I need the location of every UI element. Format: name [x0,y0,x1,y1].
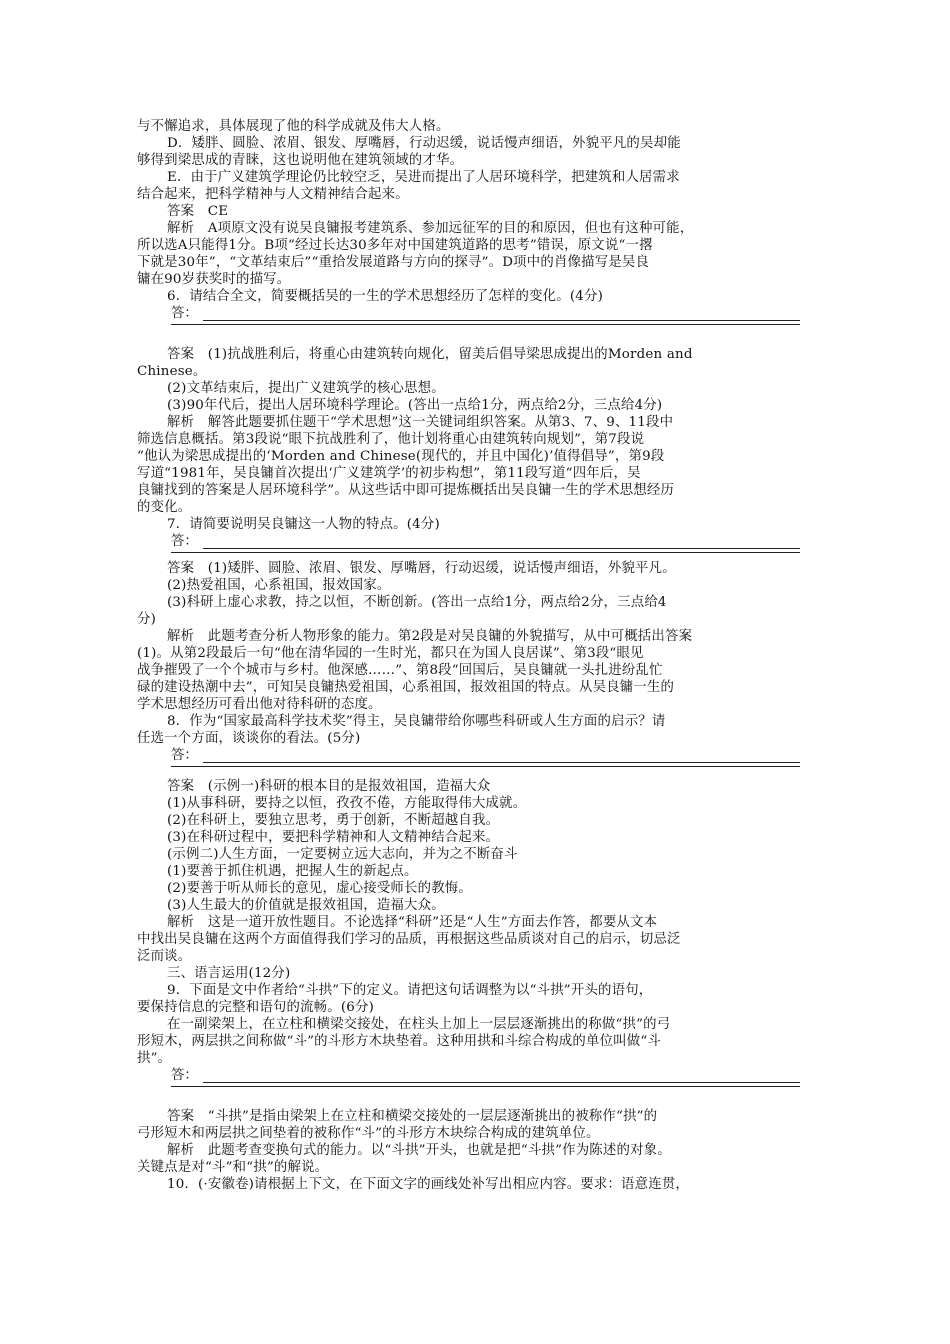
text-line: D．矮胖、圆脸、浓眉、银发、厚嘴唇，行动迟缓，说话慢声细语，外貌平凡的吴却能 [167,136,681,151]
answer-blank-q6[interactable] [137,305,814,322]
text-line: 10．(·安徽卷)请根据上下文，在下面文字的画线处补写出相应内容。要求：语意连贯， [167,1177,690,1192]
text-line: 三、语言运用(12分) [167,966,291,981]
text-line: (3)在科研过程中，要把科学精神和人文精神结合起来。 [167,830,500,845]
text-line: 在一副梁架上，在立柱和横梁交接处，在柱头上加上一层层逐渐挑出的称做“拱”的弓 [167,1017,671,1032]
document-page [137,118,814,1193]
text-line: 泛而谈。 [137,949,192,964]
text-line: (1)从事科研，要持之以恒，孜孜不倦，方能取得伟大成就。 [167,796,527,811]
answer-blank-q7[interactable] [137,533,814,550]
text-line: (2)热爱祖国，心系祖国，报效国家。 [167,578,391,593]
text-block-q7-answer [137,560,814,747]
answer-label: 答： [171,306,198,321]
text-line: 筛选信息概括。第3段说“眼下抗战胜利了，他计划将重心由建筑转向规划”，第7段说 [137,432,645,447]
answer-blank-q6-second[interactable] [137,322,814,332]
text-line: (示例二)人生方面，一定要树立远大志向，并为之不断奋斗 [167,847,518,862]
answer-underline [203,762,800,763]
text-line: (3)90年代后，提出人居环境科学理论。(答出一点给1分，两点给2分，三点给4分) [167,398,663,413]
text-line: 学术思想经历可看出他对待科研的态度。 [137,697,382,712]
answer-underline [171,324,800,325]
text-line: 镛在90岁获奖时的描写。 [137,272,291,287]
text-line: 答案 (1)抗战胜利后，将重心由建筑转向规化，留美后倡导梁思成提出的Morden and [167,347,693,362]
text-line: 良镛找到的答案是人居环境科学”。从这些话中即可提炼概括出吴良镛一生的学术思想经历 [137,483,675,498]
text-line: 中找出吴良镛在这两个方面值得我们学习的品质，再根据这些品质谈对自己的启示，切忌泛 [137,932,681,947]
answer-underline [171,766,800,767]
text-line: 6．请结合全文，简要概括吴的一生的学术思想经历了怎样的变化。(4分) [167,289,604,304]
text-line: 下就是30年”，“文革结束后”“重拾发展道路与方向的探寻”。D项中的肖像描写是吴良 [137,255,650,270]
text-block-q9-answer [137,1108,814,1193]
answer-underline [171,1086,800,1087]
text-line: 够得到梁思成的青睐，这也说明他在建筑领域的才华。 [137,153,464,168]
answer-blank-q9-second[interactable] [137,1084,814,1094]
text-line: 答案 CE [167,204,229,219]
text-line: (1)要善于抓住机遇，把握人生的新起点。 [167,864,418,879]
text-line: (2)文革结束后，提出广义建筑学的核心思想。 [167,381,445,396]
answer-blank-q9[interactable] [137,1067,814,1084]
answer-blank-q8-second[interactable] [137,764,814,774]
text-line: (3)科研上虚心求教，持之以恒，不断创新。(答出一点给1分，两点给2分，三点给4 [167,595,667,610]
text-line: 战争摧毁了一个个城市与乡村。他深感……”、第8段“回国后，吴良镛就一头扎进纷乱忙 [137,663,663,678]
answer-label: 答： [171,748,198,763]
text-line: 答案 “斗拱”是指由梁架上在立柱和横梁交接处的一层层逐渐挑出的被称作“拱”的 [167,1109,658,1124]
text-line: 解析 此题考查变换句式的能力。以“斗拱”开头，也就是把“斗拱”作为陈述的对象。 [167,1143,671,1158]
text-line: 任选一个方面，谈谈你的看法。(5分) [137,731,361,746]
text-line: 要保持信息的完整和语句的流畅。(6分) [137,1000,375,1015]
text-line: (2)要善于听从师长的意见，虚心接受师长的教悔。 [167,881,472,896]
text-line: 结合起来，把科学精神与人文精神结合起来。 [137,187,409,202]
text-line: 关键点是对“斗”和“拱”的解说。 [137,1160,329,1175]
text-line: 写道“1981年，吴良镛首次提出‘广义建筑学’的初步构想”，第11段写道“四年后，吴 [137,466,641,481]
text-line: 解析 此题考查分析人物形象的能力。第2段是对吴良镛的外貌描写，从中可概括出答案 [167,629,693,644]
text-block-options [137,118,814,305]
text-line: 8．作为“国家最高科学技术奖”得主，吴良镛带给你哪些科研或人生方面的启示？请 [167,714,666,729]
text-line: 分) [137,612,157,627]
text-line: 解析 解答此题要抓住题干“学术思想”这一关键词组织答案。从第3、7、9、11段中 [167,415,674,430]
text-line: 答案 (1)矮胖、圆脸、浓眉、银发、厚嘴唇，行动迟缓，说话慢声细语，外貌平凡。 [167,561,676,576]
answer-blank-q7-second[interactable] [137,550,814,560]
text-line: 拱”。 [137,1051,172,1066]
answer-underline [203,320,800,321]
text-line: 7．请简要说明吴良镛这一人物的特点。(4分) [167,517,440,532]
text-line: 形短木，两层拱之间称做“斗”的斗形方木块垫着。这种用拱和斗综合构成的单位叫做“斗 [137,1034,661,1049]
answer-underline [203,1082,800,1083]
text-line: 9．下面是文中作者给“斗拱”下的定义。请把这句话调整为以“斗拱”开头的语句， [167,983,653,998]
text-line: (1)。从第2段最后一句“他在清华园的一生时光，都只在为国人良居谋”、第3段“眼见 [137,646,644,661]
text-line: “他认为梁思成提出的‘Morden and Chinese(现代的，并且中国化)’值得倡导”，第9段 [137,449,665,464]
text-line: 解析 A项原文没有说吴良镛报考建筑系、参加远征军的目的和原因，但也有这种可能， [167,221,694,236]
text-line: (3)人生最大的价值就是报效祖国，造福大众。 [167,898,445,913]
answer-underline [203,548,800,549]
answer-label: 答： [171,1068,198,1083]
answer-underline [171,552,800,553]
text-line: 弓形短木和两层拱之间垫着的被称作“斗”的斗形方木块综合构成的建筑单位。 [137,1126,600,1141]
text-line: 碌的建设热潮中去”，可知吴良镛热爱祖国，心系祖国，报效祖国的特点。从吴良镛一生的 [137,680,675,695]
text-block-q8-answer [137,778,814,1067]
text-block-q6-answer [137,346,814,533]
text-line: 与不懈追求，具体展现了他的科学成就及伟大人格。 [137,119,450,134]
answer-blank-q8[interactable] [137,747,814,764]
text-line: 所以选A只能得1分。B项“经过长达30多年对中国建筑道路的思考”错误，原文说“一撂 [137,238,653,253]
answer-label: 答： [171,534,198,549]
text-line: 答案 (示例一)科研的根本目的是报效祖国，造福大众 [167,779,491,794]
text-line: 的变化。 [137,500,192,515]
text-line: (2)在科研上，要独立思考，勇于创新，不断超越自我。 [167,813,500,828]
text-line: 解析 这是一道开放性题目。不论选择“科研”还是“人生”方面去作答，都要从文本 [167,915,658,930]
text-line: Chinese。 [137,364,207,379]
text-line: E．由于广义建筑学理论仍比较空乏，吴进而提出了人居环境科学，把建筑和人居需求 [167,170,680,185]
